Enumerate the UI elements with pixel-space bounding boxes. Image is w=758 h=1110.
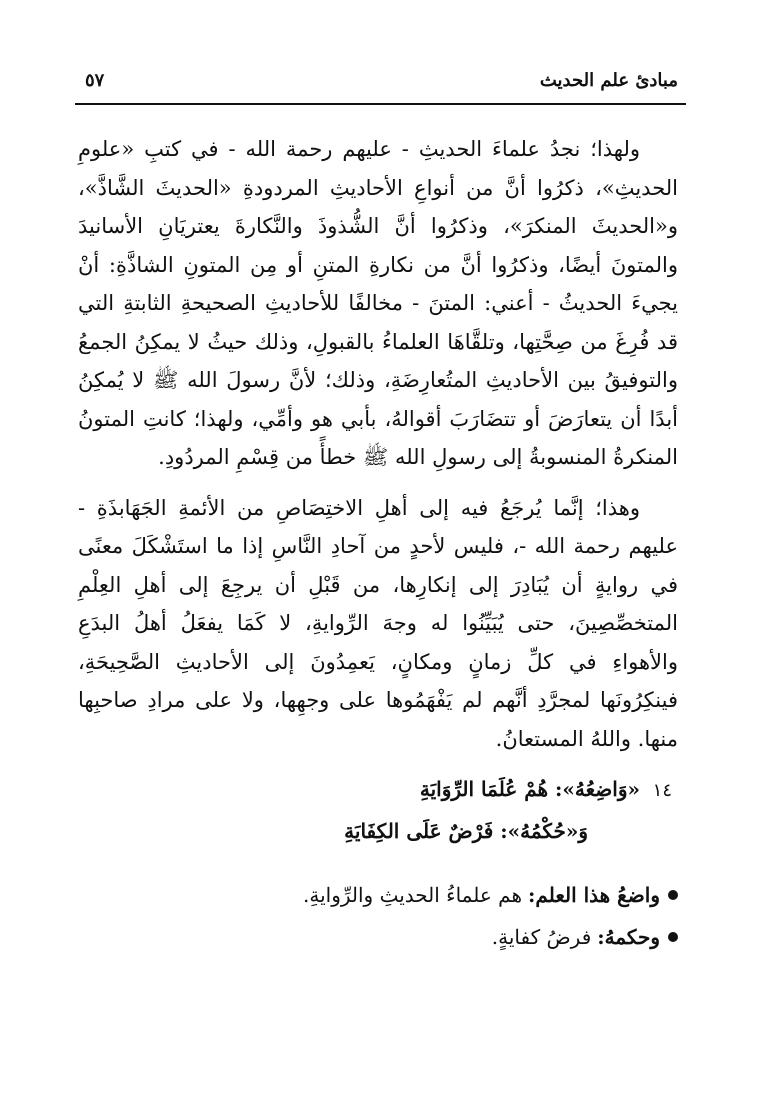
poem-line-2: [78, 812, 588, 854]
page-number: ٥٧: [85, 69, 105, 91]
header-divider: [75, 103, 686, 105]
poem-hemistich-1: «وَاضِعُهُ»: هُمْ عُلَمَا الرِّوَايَةِ: [419, 777, 640, 801]
verse-number: ١٤: [652, 780, 672, 801]
bullet-term: واضعُ هذا العلم:: [528, 883, 660, 907]
list-item: [78, 918, 678, 960]
bullet-term: وحكمهُ:: [597, 925, 660, 949]
bullet-text: فرضُ كفايةٍ.: [491, 925, 592, 949]
running-title: مبادئ علم الحديث: [539, 69, 678, 91]
page-body: [78, 130, 678, 960]
page-header: [85, 60, 678, 100]
poem-hemistich-2: وَ«حُكْمُهُ»: فَرْضٌ عَلَى الكِفَايَةِ: [344, 819, 588, 843]
bullet-icon: [668, 932, 678, 942]
poem-verse: [78, 770, 678, 854]
poem-line-1: [78, 770, 672, 812]
paragraph-2: وهذا؛ إنَّما يُرجَعُ فيه إلى أهلِ الاختِصَاصِ من الأئمةِ الجَهَابذَةِ - عليهم رحمة الله -، فليس لأحدٍ من آحادِ النَّاسِ إذا ما استَشْكَلَ معنًى في روايةٍ أن يُبَادِرَ إلى إنكارِها، من قَبْلِ أن يرجِعَ إلى أهلِ العِلْمِ المتخصِّصِينَ، حتى يُبَيِّنُوا له وجهَ الرِّوايةِ، لا كَمَا يفعَلُ أهلُ البدَعِ والأهواءِ في كلِّ زمانٍ ومكانٍ، يَعمِدُونَ إلى الأحاديثِ الصَّحِيحَةِ، فينكِرُونَها لمجرَّدِ أنَّهم لم يَفْهَمُوها على وجهِها، ولا على مرادِ صاحبِها منها. واللهُ المستعانُ.: [78, 495, 678, 751]
bullet-text: هم علماءُ الحديثِ والرِّوايةِ.: [303, 883, 523, 907]
summary-list: [78, 876, 678, 960]
paragraph-1: ولهذا؛ نجدُ علماءَ الحديثِ - عليهم رحمة الله - في كتبِ «علومِ الحديثِ»، ذكرُوا أنَّ من أنواعِ الأحاديثِ المردودةِ «الحديثَ الشَّاذَّ»، و«الحديثَ المنكرَ»، وذكرُوا أنَّ الشُّذوذَ والنَّكارةَ يعتريَانِ الأسانيدَ والمتونَ أيضًا، وذكرُوا أنَّ من نكارةِ المتنِ أو مِن المتونِ الشاذَّةِ: أنْ يجيءَ الحديثُ - أعني: المتنَ - مخالفًا للأحاديثِ الصحيحةِ الثابتةِ التي قد فُرِغَ من صِحَّتِها، وتلقَّاهَا العلماءُ بالقبولِ، وذلك حيثُ لا يمكِنُ الجمعُ والتوفيقُ بين الأحاديثِ المتُعارِضَةِ، وذلك؛ لأنَّ رسولَ الله ﷺ لا يُمكِنُ أبدًا أن يتعارَضَ أو تتضَارَبَ أقوالهُ، بأبي هو وأمِّي، ولهذا؛ كانتِ المتونُ المنكرةُ المنسوبةُ إلى رسولِ الله ﷺ خطأً من قِسْمِ المردُودِ.: [78, 137, 678, 469]
bullet-icon: [668, 890, 678, 900]
list-item: [78, 876, 678, 918]
